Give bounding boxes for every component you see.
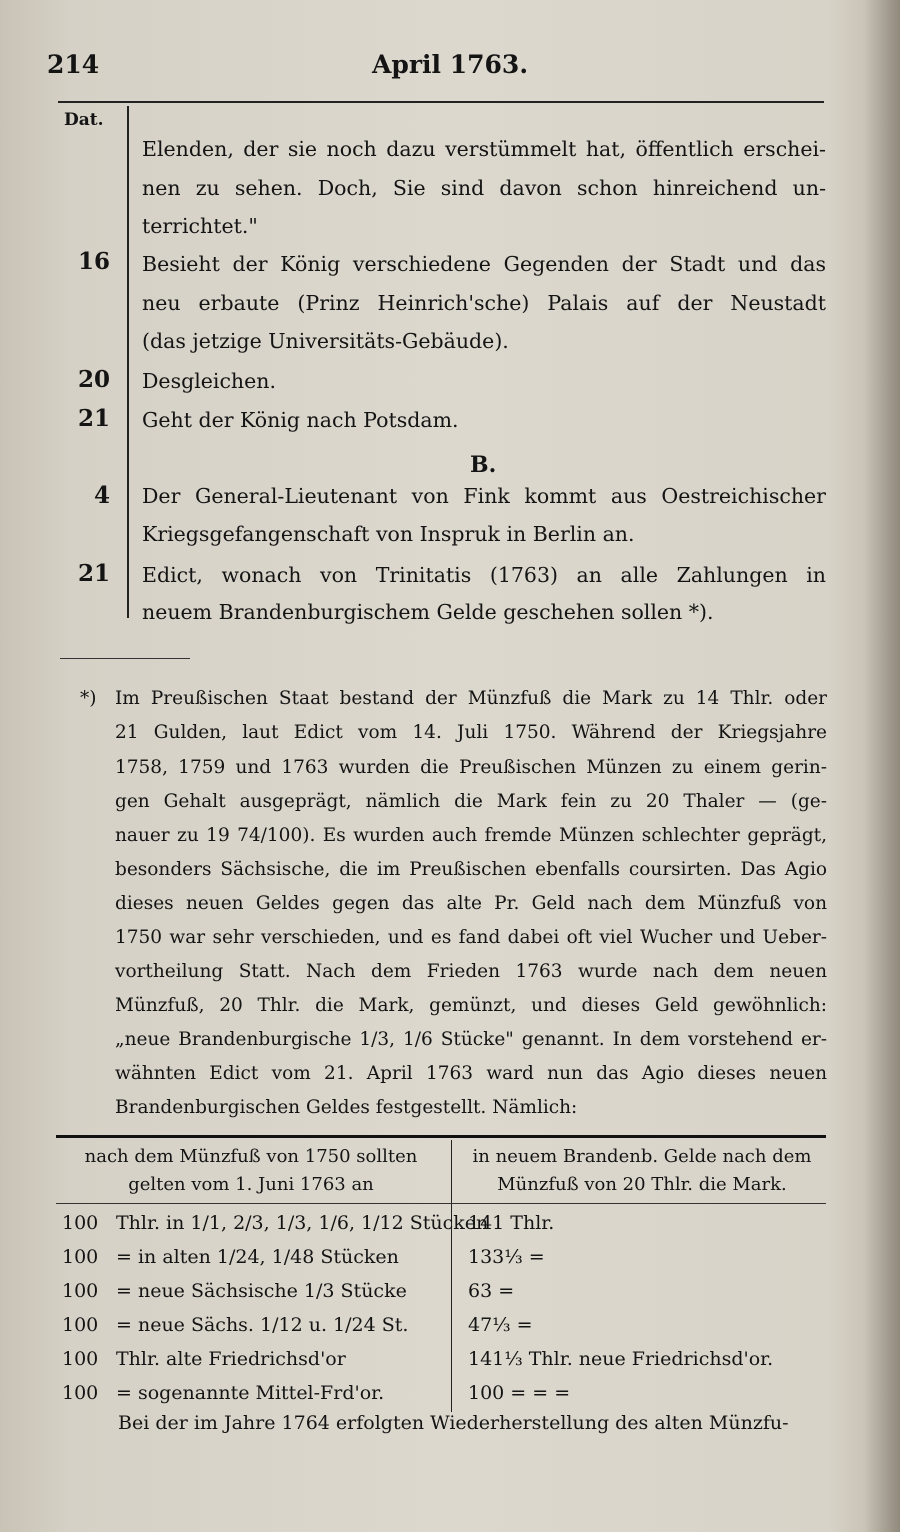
- table-cell-coin: = neue Sächs. 1/12 u. 1/24 St.: [116, 1314, 409, 1336]
- footnote-marker: *): [80, 688, 97, 709]
- footnote-line: nauer zu 19 74/100). Es wurden auch fremde Münzen schlechter geprägt,: [115, 825, 827, 846]
- footnote-line: „neue Brandenburgische 1/3, 1/6 Stücke" genannt. In dem vorstehend er-: [115, 1029, 827, 1050]
- table-header-right-line1: in neuem Brandenb. Gelde nach dem: [472, 1146, 812, 1167]
- table-cell-amount: 100: [62, 1212, 99, 1234]
- entry-line: Der General-Lieutenant von Fink kommt aus Oestreichischer: [142, 484, 826, 508]
- running-head: April 1763.: [372, 50, 529, 79]
- entry-day: 21: [77, 560, 110, 587]
- table-cell-coin: Thlr. in 1/1, 2/3, 1/3, 1/6, 1/12 Stücken: [116, 1212, 489, 1234]
- entry-line: (das jetzige Universitäts-Gebäude).: [142, 329, 509, 353]
- header-rule: [58, 101, 824, 103]
- table-header-rule: [56, 1203, 826, 1204]
- table-cell-value: 133⅓ =: [468, 1246, 545, 1268]
- entry-line: Besieht der König verschiedene Gegenden der Stadt und das: [142, 252, 826, 276]
- table-top-rule: [56, 1135, 826, 1138]
- continuation-line: Bei der im Jahre 1764 erfolgten Wiederherstellung des alten Münzfu-: [118, 1412, 789, 1434]
- footnote-line: 1750 war sehr verschieden, und es fand dabei oft viel Wucher und Ueber-: [115, 927, 827, 948]
- table-cell-coin: = in alten 1/24, 1/48 Stücken: [116, 1246, 399, 1268]
- entry-day: 21: [77, 405, 110, 432]
- section-heading: B.: [470, 452, 497, 478]
- entry-day: 4: [93, 482, 110, 509]
- entry-line: neuem Brandenburgischem Gelde geschehen sollen *).: [142, 600, 714, 624]
- table-cell-coin: = sogenannte Mittel-Frd'or.: [116, 1382, 385, 1404]
- footnote-line: besonders Sächsische, die im Preußischen ebenfalls coursirten. Das Agio: [115, 859, 827, 880]
- footnote-line: Im Preußischen Staat bestand der Münzfuß die Mark zu 14 Thlr. oder: [115, 688, 827, 709]
- footnote-line: dieses neuen Geldes gegen das alte Pr. Geld nach dem Münzfuß von: [115, 893, 827, 914]
- footnote-line: Brandenburgischen Geldes festgestellt. Nämlich:: [115, 1097, 578, 1118]
- entry-line: Geht der König nach Potsdam.: [142, 408, 459, 432]
- table-cell-amount: 100: [62, 1314, 99, 1336]
- footnote-line: Münzfuß, 20 Thlr. die Mark, gemünzt, und dieses Geld gewöhnlich:: [115, 995, 827, 1016]
- footnote-line: wähnten Edict vom 21. April 1763 ward nun das Agio dieses neuen: [115, 1063, 827, 1084]
- table-cell-amount: 100: [62, 1246, 99, 1268]
- table-cell-value: 63 =: [468, 1280, 515, 1302]
- table-header-left-line2: gelten vom 1. Juni 1763 an: [128, 1174, 374, 1195]
- table-cell-value: 141 Thlr.: [468, 1212, 555, 1234]
- date-column-rule: [127, 106, 129, 618]
- table-cell-amount: 100: [62, 1348, 99, 1370]
- footnote-line: 21 Gulden, laut Edict vom 14. Juli 1750. Während der Kriegsjahre: [115, 722, 827, 743]
- page-edge-shadow: [864, 0, 900, 1532]
- entry-line: Desgleichen.: [142, 369, 276, 393]
- table-cell-value: 100 = = =: [468, 1382, 571, 1404]
- entry-day: 16: [77, 248, 110, 275]
- table-header-left-line1: nach dem Münzfuß von 1750 sollten: [84, 1146, 418, 1167]
- entry-day: 20: [77, 366, 110, 393]
- entry-line: Edict, wonach von Trinitatis (1763) an alle Zahlungen in: [142, 563, 826, 587]
- entry-line: Elenden, der sie noch dazu verstümmelt hat, öffentlich erschei-: [142, 137, 826, 161]
- table-cell-value: 141⅓ Thlr. neue Friedrichsd'or.: [468, 1348, 774, 1370]
- footnote-line: vortheilung Statt. Nach dem Frieden 1763 wurde nach dem neuen: [115, 961, 827, 982]
- table-header-right-line2: Münzfuß von 20 Thlr. die Mark.: [497, 1174, 787, 1195]
- entry-line: Kriegsgefangenschaft von Inspruk in Berlin an.: [142, 522, 635, 546]
- footnote-line: gen Gehalt ausgeprägt, nämlich die Mark fein zu 20 Thaler — (ge-: [115, 791, 827, 812]
- entry-line: neu erbaute (Prinz Heinrich'sche) Palais auf der Neustadt: [142, 291, 826, 315]
- footnote-rule: [60, 658, 190, 659]
- entry-line: terrichtet.": [142, 214, 258, 238]
- table-cell-coin: Thlr. alte Friedrichsd'or: [116, 1348, 346, 1370]
- table-column-rule: [451, 1140, 452, 1412]
- table-cell-coin: = neue Sächsische 1/3 Stücke: [116, 1280, 407, 1302]
- entry-line: nen zu sehen. Doch, Sie sind davon schon hinreichend un-: [142, 176, 826, 200]
- date-column-header: Dat.: [64, 110, 104, 130]
- table-cell-amount: 100: [62, 1280, 99, 1302]
- footnote-line: 1758, 1759 und 1763 wurden die Preußischen Münzen zu einem gerin-: [115, 757, 827, 778]
- page-number: 214: [47, 50, 100, 79]
- table-cell-amount: 100: [62, 1382, 99, 1404]
- table-cell-value: 47⅓ =: [468, 1314, 533, 1336]
